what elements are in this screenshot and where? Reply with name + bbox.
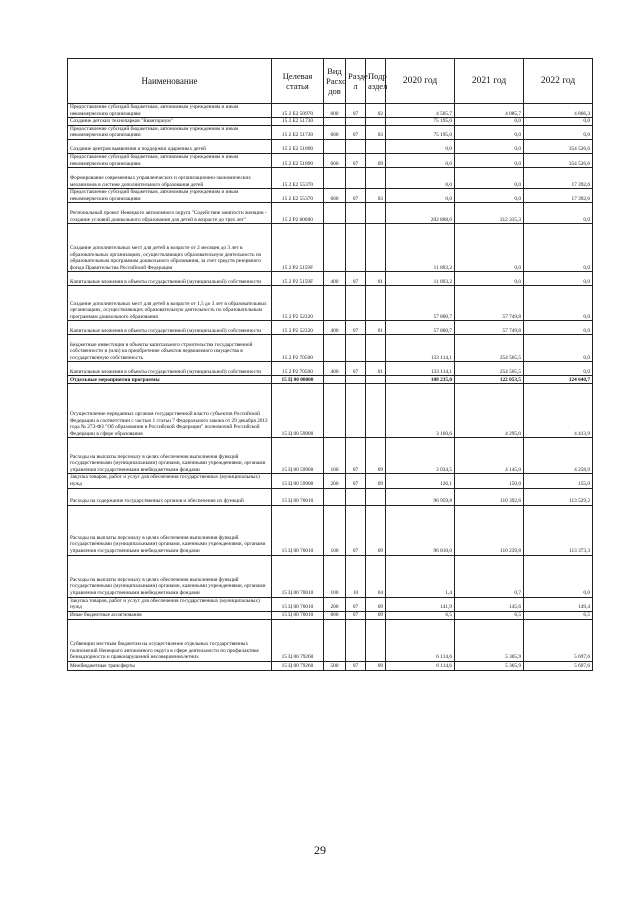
row-target: 15 Ц 00 79260: [272, 661, 324, 670]
row-kind: [324, 619, 346, 661]
row-section: [346, 224, 366, 272]
row-value-2022: 4 413,9: [524, 384, 593, 438]
row-section: 07: [346, 153, 366, 167]
row-name: Создание дополнительных мест для детей в возрасте от 2 месяцев до 3 лет в образовательных организациях, осуществляющих образовательную деятельность по образовательным программам дошкольного образования, за счет средств резервного фонда Правительства Российской Федерации: [68, 224, 272, 272]
row-target: 15 Ц 00 70010: [272, 505, 324, 555]
row-name: Предоставление субсидий бюджетным, автономным учреждениям и иным некоммерческим организациям: [68, 153, 272, 167]
row-value-2021: 4 145,0: [455, 438, 524, 474]
table-row: [68, 335, 593, 362]
table-header-row: [68, 59, 593, 104]
row-kind: 200: [324, 597, 346, 611]
table-row: [68, 168, 593, 189]
row-value-2022: 5 697,6: [524, 619, 593, 661]
header-section: Разде л: [346, 59, 366, 104]
row-name: Бюджетные инвестиции в объекты капитального строительства государственной собственности и (или) на приобретение объектов недвижимого имущества в государственную собственность: [68, 335, 272, 362]
table-row: [68, 125, 593, 139]
row-target: 15 Ц 00 70010: [272, 597, 324, 611]
row-value-2020: 0,0: [386, 168, 455, 189]
row-subsection: [366, 488, 386, 505]
table-row: [68, 376, 593, 384]
row-value-2022: 149,4: [524, 597, 593, 611]
row-value-2022: 113 529,2: [524, 488, 593, 505]
table-row: [68, 611, 593, 619]
row-name: Капитальные вложения в объекты государственной (муниципальной) собственности: [68, 321, 272, 335]
row-value-2020: 96 810,0: [386, 505, 455, 555]
table-row: [68, 104, 593, 118]
header-year-2022: 2022 год: [524, 59, 593, 104]
table-row: [68, 203, 593, 224]
row-name: Расходы на выплаты персоналу в целях обеспечения выполнения функций государственными (муниципальными) органами, казенными учреждениями, органами управления государственными внебюджетными фондами: [68, 505, 272, 555]
row-subsection: [366, 224, 386, 272]
row-value-2020: 141,9: [386, 597, 455, 611]
row-target: 15 Ц 00 70010: [272, 611, 324, 619]
row-target: 15 2 E2 55370: [272, 189, 324, 203]
row-value-2020: 0,0: [386, 189, 455, 203]
row-subsection: 01: [366, 321, 386, 335]
row-value-2021: 0,0: [455, 189, 524, 203]
row-kind: [324, 203, 346, 224]
row-kind: [324, 384, 346, 438]
row-subsection: [366, 376, 386, 384]
row-value-2022: 155,0: [524, 474, 593, 488]
row-value-2022: 0,0: [524, 555, 593, 597]
row-section: [346, 139, 366, 153]
row-section: [346, 286, 366, 321]
row-value-2020: 75 195,0: [386, 118, 455, 126]
row-name: Осуществление переданных органам государственной власти субъектов Российской Федерации в соответствии с частью 1 статьи 7 Федерального закона от 29 декабря 2012 года № 273-ФЗ "Об образовании в Российской Федерации" полномочий Российской Федерации в сфере образования: [68, 384, 272, 438]
row-section: [346, 118, 366, 126]
row-section: 07: [346, 474, 366, 488]
row-subsection: [366, 384, 386, 438]
row-subsection: [366, 139, 386, 153]
row-subsection: 09: [366, 438, 386, 474]
row-kind: 600: [324, 125, 346, 139]
row-target: 15 2 P2 52320: [272, 321, 324, 335]
row-value-2021: 4 295,0: [455, 384, 524, 438]
row-kind: 800: [324, 611, 346, 619]
row-subsection: 02: [366, 104, 386, 118]
row-value-2020: 1,4: [386, 555, 455, 597]
row-name: Предоставление субсидий бюджетным, автономным учреждениям и иным некоммерческим организациям: [68, 125, 272, 139]
row-subsection: [366, 619, 386, 661]
row-name: Закупка товаров, работ и услуг для обеспечения государственных (муниципальных) нужд: [68, 474, 272, 488]
row-name: Предоставление субсидий бюджетным, автономным учреждениям и иным некоммерческим организациям: [68, 104, 272, 118]
row-value-2022: 17 392,6: [524, 189, 593, 203]
row-name: Расходы на выплаты персоналу в целях обеспечения выполнения функций государственными (муниципальными) органами, казенными учреждениями, органами управления государственными внебюджетными фондами: [68, 555, 272, 597]
row-value-2021: 0,0: [455, 153, 524, 167]
row-value-2021: 254 565,5: [455, 362, 524, 376]
row-value-2022: 0,0: [524, 272, 593, 286]
row-target: 15 2 E2 51890: [272, 139, 324, 153]
row-target: 15 2 P2 5159F: [272, 224, 324, 272]
row-name: Создание центров выявления и поддержки одаренных детей: [68, 139, 272, 153]
table-row: [68, 139, 593, 153]
row-target: 15 Ц 00 70010: [272, 555, 324, 597]
row-value-2021: 0,0: [455, 125, 524, 139]
row-section: 10: [346, 555, 366, 597]
row-kind: 400: [324, 272, 346, 286]
row-value-2022: 0,0: [524, 125, 593, 139]
row-target: 15 2 P2 52320: [272, 286, 324, 321]
row-target: 15 Ц 00 00000: [272, 376, 324, 384]
row-kind: 100: [324, 555, 346, 597]
row-name: Расходы на содержание государственных органов и обеспечение их функций: [68, 488, 272, 505]
row-value-2021: 110 239,8: [455, 505, 524, 555]
row-value-2022: 4 866,3: [524, 104, 593, 118]
row-value-2021: 0,0: [455, 168, 524, 189]
header-year-2021: 2021 год: [455, 59, 524, 104]
row-value-2022: 0,0: [524, 321, 593, 335]
row-name: Закупка товаров, работ и услуг для обеспечения государственных (муниципальных) нужд: [68, 597, 272, 611]
row-value-2021: 0,7: [455, 555, 524, 597]
row-kind: [324, 224, 346, 272]
row-value-2022: 0,0: [524, 362, 593, 376]
row-target: 15 2 E2 51730: [272, 118, 324, 126]
row-name: Расходы на выплаты персоналу в целях обеспечения выполнения функций государственными (муниципальными) органами, казенными учреждениями, органами управления государственными внебюджетными фондами: [68, 438, 272, 474]
row-section: 07: [346, 505, 366, 555]
table-row: [68, 384, 593, 438]
row-kind: 400: [324, 321, 346, 335]
row-value-2020: 57 860,7: [386, 286, 455, 321]
row-subsection: 09: [366, 505, 386, 555]
row-section: 07: [346, 597, 366, 611]
row-name: Капитальные вложения в объекты государственной (муниципальной) собственности: [68, 362, 272, 376]
row-subsection: [366, 168, 386, 189]
row-target: 15 2 E2 51890: [272, 153, 324, 167]
row-kind: 100: [324, 505, 346, 555]
page-number: 29: [314, 843, 326, 857]
row-value-2022: 124 640,7: [524, 376, 593, 384]
row-subsection: 01: [366, 272, 386, 286]
row-name: Формирование современных управленческих и организационно-экономических механизмов в системе дополнительного образования детей: [68, 168, 272, 189]
row-target: 15 Ц 00 59900: [272, 474, 324, 488]
row-section: 07: [346, 272, 366, 286]
row-kind: 500: [324, 661, 346, 670]
row-name: Региональный проект Ненецкого автономного округа "Содействие занятости женщин - создание условий дошкольного образования для детей в возрасте до трех лет": [68, 203, 272, 224]
row-value-2021: 57 749,8: [455, 321, 524, 335]
row-subsection: [366, 203, 386, 224]
table-row: [68, 555, 593, 597]
table-row: [68, 321, 593, 335]
row-name: Отдельные мероприятия программы: [68, 376, 272, 384]
row-kind: 600: [324, 189, 346, 203]
row-target: 15 2 P2 70500: [272, 335, 324, 362]
table-row: [68, 189, 593, 203]
row-value-2020: 11 893,2: [386, 272, 455, 286]
row-value-2021: 0,0: [455, 118, 524, 126]
row-target: 15 2 P2 70500: [272, 362, 324, 376]
row-value-2021: 110 392,6: [455, 488, 524, 505]
row-target: 15 2 E2 51730: [272, 125, 324, 139]
row-value-2021: 4 085,7: [455, 104, 524, 118]
header-subsection: Подр аздел: [366, 59, 386, 104]
row-value-2020: 6 114,6: [386, 619, 455, 661]
row-value-2021: 150,0: [455, 474, 524, 488]
row-value-2020: 3 160,6: [386, 384, 455, 438]
row-value-2021: 57 749,8: [455, 286, 524, 321]
row-subsection: 03: [366, 125, 386, 139]
row-value-2022: 0,0: [524, 286, 593, 321]
header-kind: Вид Расхо дов: [324, 59, 346, 104]
row-section: [346, 376, 366, 384]
header-year-2020: 2020 год: [386, 59, 455, 104]
row-subsection: 09: [366, 153, 386, 167]
row-name: Субвенции местным бюджетам на осуществление отдельных государственных полномочий Ненецкого автономного округа в сфере деятельности по профилактике безнадзорности и правонарушений несовершеннолетних: [68, 619, 272, 661]
row-value-2022: 113 373,3: [524, 505, 593, 555]
row-value-2020: 133 114,1: [386, 335, 455, 362]
row-value-2021: 0,0: [455, 272, 524, 286]
header-target: Целевая статья: [272, 59, 324, 104]
table-row: [68, 224, 593, 272]
row-kind: [324, 488, 346, 505]
table-row: [68, 286, 593, 321]
row-section: 07: [346, 189, 366, 203]
row-section: [346, 384, 366, 438]
row-section: [346, 488, 366, 505]
row-value-2020: 75 195,0: [386, 125, 455, 139]
row-section: 07: [346, 104, 366, 118]
row-section: 07: [346, 321, 366, 335]
row-value-2020: 57 860,7: [386, 321, 455, 335]
table-row: [68, 362, 593, 376]
row-value-2022: 0,0: [524, 118, 593, 126]
row-value-2020: 133 114,1: [386, 362, 455, 376]
row-subsection: 04: [366, 555, 386, 597]
row-kind: 200: [324, 474, 346, 488]
row-value-2022: 4 258,9: [524, 438, 593, 474]
row-section: 07: [346, 125, 366, 139]
table-row: [68, 619, 593, 661]
row-section: [346, 335, 366, 362]
budget-table: [67, 58, 593, 671]
row-kind: 600: [324, 153, 346, 167]
row-value-2020: 0,0: [386, 139, 455, 153]
row-kind: 400: [324, 362, 346, 376]
row-value-2021: 0,0: [455, 224, 524, 272]
row-kind: [324, 139, 346, 153]
row-target: 15 Ц 00 59900: [272, 384, 324, 438]
row-kind: [324, 286, 346, 321]
row-section: 07: [346, 438, 366, 474]
row-kind: [324, 168, 346, 189]
row-value-2020: 3 034,5: [386, 438, 455, 474]
row-value-2022: 354 526,6: [524, 139, 593, 153]
row-kind: [324, 335, 346, 362]
row-value-2021: 0,0: [455, 139, 524, 153]
table-row: [68, 438, 593, 474]
row-value-2020: 126,1: [386, 474, 455, 488]
table-row: [68, 505, 593, 555]
row-value-2020: 11 893,2: [386, 224, 455, 272]
row-subsection: 09: [366, 597, 386, 611]
table-body: [68, 104, 593, 671]
row-value-2022: 354 526,6: [524, 153, 593, 167]
row-section: [346, 168, 366, 189]
row-value-2020: 6 114,6: [386, 661, 455, 670]
row-target: 15 2 E2 55370: [272, 168, 324, 189]
row-section: [346, 619, 366, 661]
row-subsection: [366, 286, 386, 321]
row-kind: [324, 376, 346, 384]
row-name: Предоставление субсидий бюджетным, автономным учреждениям и иным некоммерческим организациям: [68, 189, 272, 203]
table-row: [68, 118, 593, 126]
row-section: 07: [346, 661, 366, 670]
row-value-2021: 6,5: [455, 611, 524, 619]
row-target: 15 Ц 00 70010: [272, 488, 324, 505]
row-subsection: [366, 335, 386, 362]
row-target: 15 2 E2 50970: [272, 104, 324, 118]
table-row: [68, 597, 593, 611]
row-section: [346, 203, 366, 224]
row-subsection: 01: [366, 362, 386, 376]
row-value-2021: 5 365,9: [455, 619, 524, 661]
row-section: 07: [346, 611, 366, 619]
row-value-2022: 0,0: [524, 203, 593, 224]
row-subsection: 09: [366, 661, 386, 670]
row-section: 07: [346, 362, 366, 376]
row-value-2020: 4 505,7: [386, 104, 455, 118]
row-kind: 600: [324, 104, 346, 118]
header-name: Наименование: [68, 59, 272, 104]
row-subsection: 09: [366, 474, 386, 488]
row-value-2022: 6,5: [524, 611, 593, 619]
row-name: Создание дополнительных мест для детей в возрасте от 1,5 до 3 лет в образовательных организациях, осуществляющих образовательную деятельность по образовательным программам дошкольного образования: [68, 286, 272, 321]
row-value-2022: 5 697,6: [524, 661, 593, 670]
row-name: Межбюджетные трансферты: [68, 661, 272, 670]
row-name: Иные бюджетные ассигнования: [68, 611, 272, 619]
row-kind: [324, 118, 346, 126]
row-value-2022: 0,0: [524, 224, 593, 272]
row-value-2020: 6,5: [386, 611, 455, 619]
row-kind: 100: [324, 438, 346, 474]
row-value-2022: 17 392,6: [524, 168, 593, 189]
table-row: [68, 488, 593, 505]
row-target: 15 2 P2 00000: [272, 203, 324, 224]
row-target: 15 2 P2 5159F: [272, 272, 324, 286]
table-row: [68, 272, 593, 286]
row-value-2021: 254 565,5: [455, 335, 524, 362]
row-name: Создание детских технопарков "Кванториум": [68, 118, 272, 126]
row-value-2020: 96 959,8: [386, 488, 455, 505]
row-value-2021: 122 053,5: [455, 376, 524, 384]
row-value-2022: 0,0: [524, 335, 593, 362]
row-value-2020: 202 868,0: [386, 203, 455, 224]
row-subsection: 09: [366, 611, 386, 619]
row-subsection: [366, 118, 386, 126]
row-value-2020: 0,0: [386, 153, 455, 167]
table-row: [68, 153, 593, 167]
row-name: Капитальные вложения в объекты государственной (муниципальной) собственности: [68, 272, 272, 286]
row-subsection: 03: [366, 189, 386, 203]
row-value-2021: 145,6: [455, 597, 524, 611]
row-target: 15 Ц 00 79260: [272, 619, 324, 661]
row-target: 15 Ц 00 59900: [272, 438, 324, 474]
table-row: [68, 661, 593, 670]
table-row: [68, 474, 593, 488]
row-value-2020: 108 235,0: [386, 376, 455, 384]
row-value-2021: 5 365,9: [455, 661, 524, 670]
row-value-2021: 312 315,3: [455, 203, 524, 224]
